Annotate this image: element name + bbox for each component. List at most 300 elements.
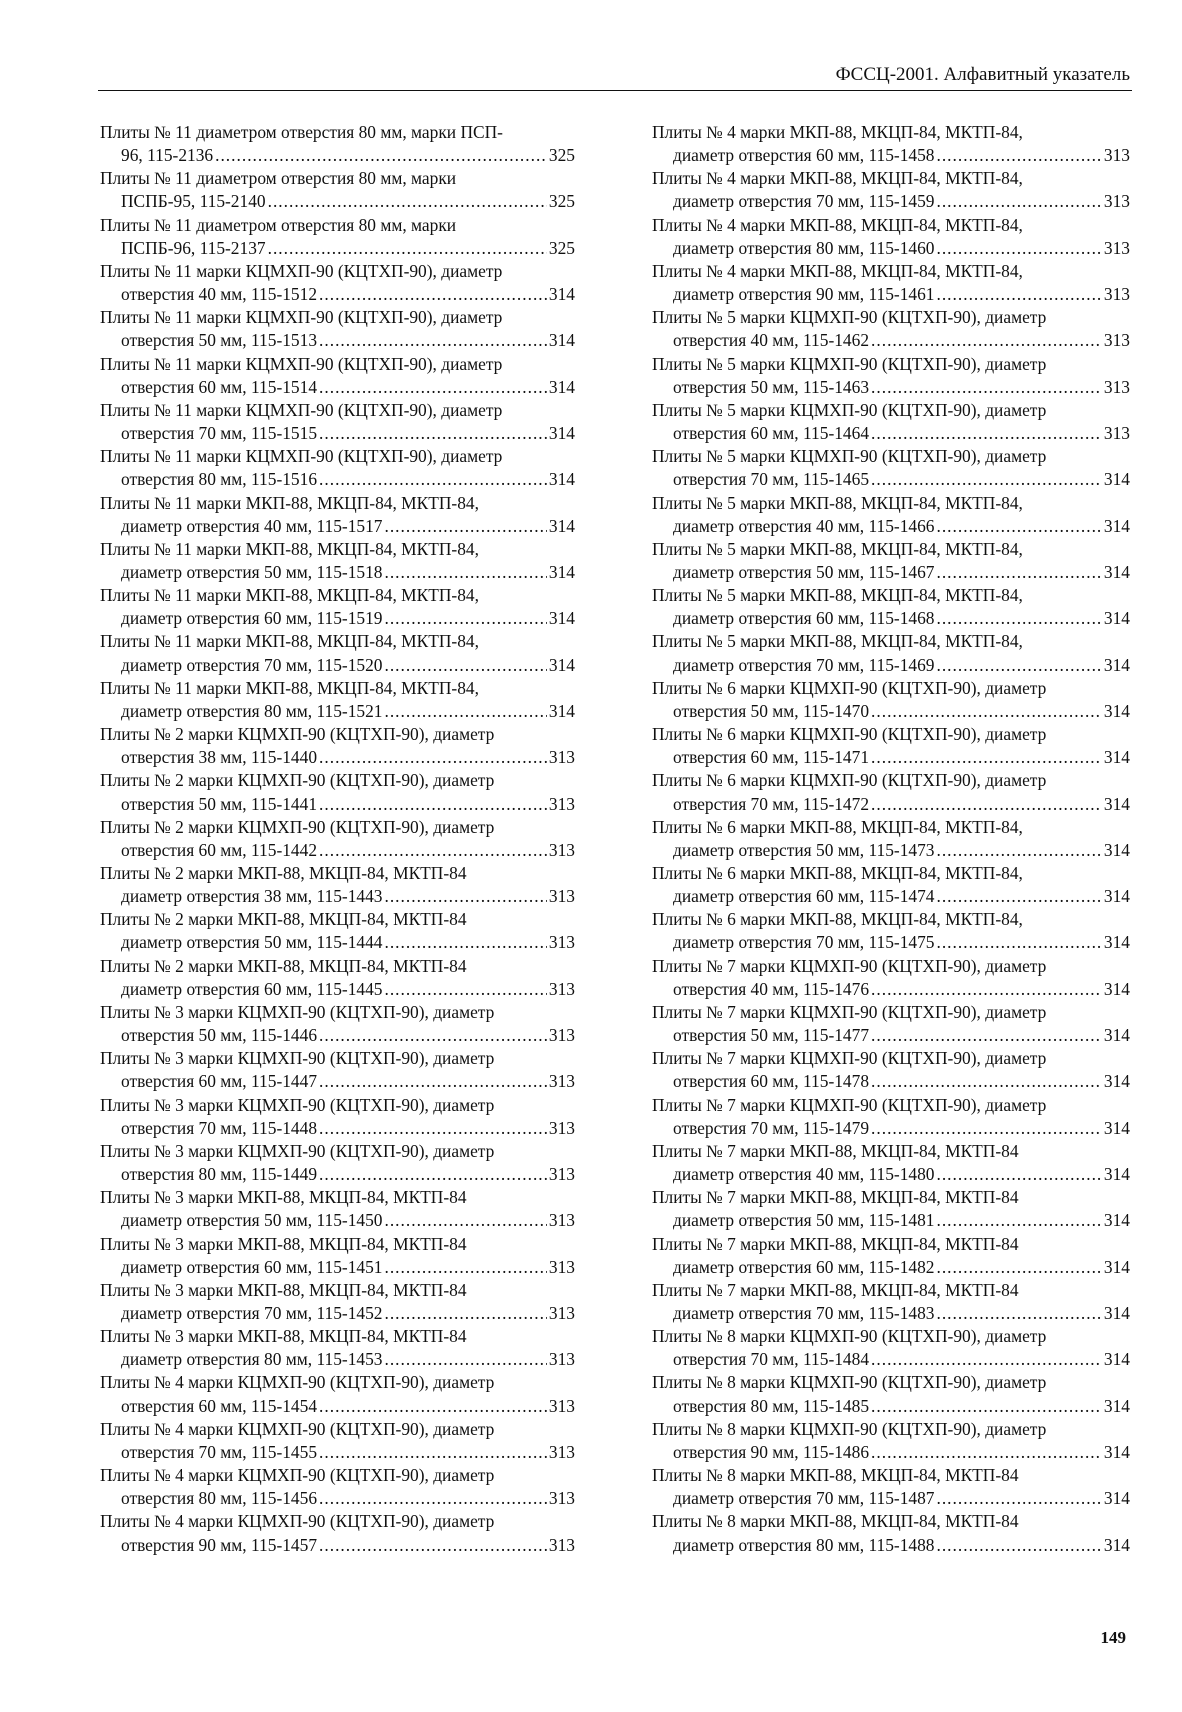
dot-leader [384, 654, 546, 677]
entry-detail: отверстия 40 мм, 115-1512 [121, 284, 318, 305]
entry-detail-line [652, 422, 1130, 445]
entry-detail: диаметр отверстия 90 мм, 115-1461 [673, 284, 935, 305]
dot-leader [319, 422, 547, 445]
entry-title: Плиты № 7 марки КЦМХП-90 (КЦТХП-90), диаметр [652, 1001, 1047, 1022]
entry-title: Плиты № 5 марки КЦМХП-90 (КЦТХП-90), диаметр [652, 446, 1047, 467]
entry-detail-line [100, 1070, 575, 1093]
entry-detail: отверстия 60 мм, 115-1514 [121, 376, 318, 397]
entry-detail: диаметр отверстия 40 мм, 115-1480 [673, 1164, 935, 1185]
entry-title: Плиты № 4 марки КЦМХП-90 (КЦТХП-90), диаметр [100, 1511, 495, 1532]
index-entry [652, 1279, 1130, 1325]
entry-page-ref: 313 [548, 1302, 575, 1323]
entry-detail: диаметр отверстия 70 мм, 115-1459 [673, 191, 935, 212]
index-entry [100, 584, 575, 630]
entry-detail: диаметр отверстия 70 мм, 115-1475 [673, 932, 935, 953]
index-entry [100, 630, 575, 676]
index-entry [652, 121, 1130, 167]
entry-detail-line [100, 237, 575, 260]
entry-detail-line [652, 283, 1130, 306]
dot-leader [936, 1209, 1101, 1232]
index-entry [652, 399, 1130, 445]
dot-leader [936, 283, 1101, 306]
entry-detail-line [652, 978, 1130, 1001]
index-entry [100, 260, 575, 306]
dot-leader [936, 561, 1101, 584]
entry-page-ref: 313 [548, 1117, 575, 1138]
entry-page-ref: 314 [548, 700, 575, 721]
entry-detail: отверстия 50 мм, 115-1446 [121, 1025, 318, 1046]
entry-detail: диаметр отверстия 50 мм, 115-1444 [121, 932, 383, 953]
entry-detail-line [652, 515, 1130, 538]
entry-title: Плиты № 8 марки КЦМХП-90 (КЦТХП-90), диаметр [652, 1372, 1047, 1393]
entry-detail-line [100, 1487, 575, 1510]
index-entry [652, 445, 1130, 491]
entry-detail-line [652, 1348, 1130, 1371]
entry-detail-line [100, 1209, 575, 1232]
entry-title: Плиты № 11 марки КЦМХП-90 (КЦТХП-90), диаметр [100, 260, 503, 281]
dot-leader [936, 1534, 1101, 1557]
entry-page-ref: 313 [548, 1164, 575, 1185]
entry-detail-line [100, 839, 575, 862]
entry-title: Плиты № 11 марки КЦМХП-90 (КЦТХП-90), диаметр [100, 307, 503, 328]
index-entry [100, 1233, 575, 1279]
entry-detail: диаметр отверстия 40 мм, 115-1466 [673, 515, 935, 536]
index-entry [100, 1418, 575, 1464]
entry-detail-line [652, 468, 1130, 491]
entry-detail-line [100, 607, 575, 630]
index-entry [652, 1233, 1130, 1279]
entry-page-ref: 314 [1103, 561, 1130, 582]
entry-title: Плиты № 11 марки МКП-88, МКЦП-84, МКТП-84, [100, 631, 479, 652]
index-entry [652, 260, 1130, 306]
dot-leader [384, 561, 546, 584]
entry-detail: отверстия 60 мм, 115-1471 [673, 747, 870, 768]
entry-title: Плиты № 11 диаметром отверстия 80 мм, марки [100, 214, 457, 235]
entry-page-ref: 313 [548, 1071, 575, 1092]
entry-page-ref: 313 [548, 932, 575, 953]
dot-leader [936, 885, 1101, 908]
entry-title: Плиты № 5 марки МКП-88, МКЦП-84, МКТП-84, [652, 492, 1023, 513]
entry-page-ref: 314 [548, 330, 575, 351]
dot-leader [319, 1441, 547, 1464]
entry-page-ref: 314 [1103, 515, 1130, 536]
entry-detail-line [652, 839, 1130, 862]
dot-leader [871, 978, 1102, 1001]
entry-title: Плиты № 3 марки КЦМХП-90 (КЦТХП-90), диаметр [100, 1001, 495, 1022]
entry-detail: отверстия 70 мм, 115-1465 [673, 469, 870, 490]
dot-leader [871, 1348, 1102, 1371]
entry-title: Плиты № 8 марки КЦМХП-90 (КЦТХП-90), диаметр [652, 1418, 1047, 1439]
dot-leader [319, 1487, 547, 1510]
dot-leader [936, 515, 1101, 538]
index-entry [652, 492, 1130, 538]
entry-detail: ПСПБ-96, 115-2137 [121, 237, 266, 258]
entry-detail: диаметр отверстия 50 мм, 115-1518 [121, 561, 383, 582]
index-entry [652, 214, 1130, 260]
entry-detail: отверстия 50 мм, 115-1477 [673, 1025, 870, 1046]
index-column-right [652, 121, 1130, 1557]
entry-title: Плиты № 2 марки МКП-88, МКЦП-84, МКТП-84 [100, 955, 467, 976]
entry-detail-line [652, 144, 1130, 167]
entry-page-ref: 313 [1103, 284, 1130, 305]
entry-title: Плиты № 5 марки КЦМХП-90 (КЦТХП-90), диаметр [652, 353, 1047, 374]
entry-page-ref: 314 [1103, 654, 1130, 675]
entry-title: Плиты № 2 марки МКП-88, МКЦП-84, МКТП-84 [100, 863, 467, 883]
index-entry [100, 306, 575, 352]
entry-detail: диаметр отверстия 70 мм, 115-1469 [673, 654, 935, 675]
entry-detail: отверстия 80 мм, 115-1485 [673, 1395, 870, 1416]
index-entry [100, 955, 575, 1001]
entry-page-ref: 313 [548, 839, 575, 860]
index-entry [100, 1140, 575, 1186]
entry-title: Плиты № 3 марки КЦМХП-90 (КЦТХП-90), диаметр [100, 1094, 495, 1115]
entry-detail-line [652, 190, 1130, 213]
index-entry [652, 908, 1130, 954]
entry-detail-line [100, 1441, 575, 1464]
entry-page-ref: 325 [548, 191, 575, 212]
entry-detail-line [652, 1024, 1130, 1047]
entry-detail-line [652, 793, 1130, 816]
entry-title: Плиты № 6 марки МКП-88, МКЦП-84, МКТП-84, [652, 863, 1023, 883]
entry-page-ref: 313 [548, 1488, 575, 1509]
entry-detail-line [100, 376, 575, 399]
entry-detail: диаметр отверстия 50 мм, 115-1450 [121, 1210, 383, 1231]
entry-detail: отверстия 60 мм, 115-1447 [121, 1071, 318, 1092]
entry-detail: ПСПБ-95, 115-2140 [121, 191, 266, 212]
index-entry [652, 353, 1130, 399]
entry-detail-line [652, 329, 1130, 352]
dot-leader [936, 237, 1101, 260]
entry-title: Плиты № 7 марки МКП-88, МКЦП-84, МКТП-84 [652, 1279, 1019, 1300]
entry-title: Плиты № 11 марки МКП-88, МКЦП-84, МКТП-84, [100, 492, 479, 513]
header-rule [98, 90, 1132, 91]
dot-leader [384, 1256, 546, 1279]
entry-detail-line [652, 931, 1130, 954]
entry-detail-line [652, 654, 1130, 677]
dot-leader [319, 1395, 547, 1418]
entry-detail-line [100, 1395, 575, 1418]
entry-detail-line [100, 1534, 575, 1557]
entry-page-ref: 325 [548, 145, 575, 166]
entry-detail: диаметр отверстия 38 мм, 115-1443 [121, 886, 383, 907]
index-entry [652, 955, 1130, 1001]
dot-leader [871, 746, 1102, 769]
entry-detail: отверстия 50 мм, 115-1441 [121, 793, 318, 814]
index-entry [100, 538, 575, 584]
dot-leader [319, 839, 547, 862]
entry-title: Плиты № 5 марки КЦМХП-90 (КЦТХП-90), диаметр [652, 399, 1047, 420]
entry-title: Плиты № 3 марки МКП-88, МКЦП-84, МКТП-84 [100, 1279, 467, 1300]
entry-detail-line [652, 1070, 1130, 1093]
dot-leader [319, 1117, 547, 1140]
dot-leader [384, 607, 546, 630]
dot-leader [871, 329, 1102, 352]
entry-page-ref: 314 [1103, 1534, 1130, 1555]
index-entry [100, 445, 575, 491]
entry-page-ref: 314 [1103, 1488, 1130, 1509]
entry-detail-line [652, 1163, 1130, 1186]
dot-leader [384, 1348, 546, 1371]
entry-page-ref: 314 [548, 469, 575, 490]
entry-detail: диаметр отверстия 70 мм, 115-1483 [673, 1302, 935, 1323]
entry-title: Плиты № 3 марки МКП-88, МКЦП-84, МКТП-84 [100, 1187, 467, 1208]
entry-title: Плиты № 4 марки КЦМХП-90 (КЦТХП-90), диаметр [100, 1465, 495, 1486]
entry-page-ref: 313 [1103, 191, 1130, 212]
entry-detail-line [100, 283, 575, 306]
entry-detail-line [652, 700, 1130, 723]
entry-page-ref: 314 [548, 561, 575, 582]
entry-detail-line [100, 190, 575, 213]
index-entry [652, 630, 1130, 676]
entry-title: Плиты № 6 марки КЦМХП-90 (КЦТХП-90), диаметр [652, 677, 1047, 698]
dot-leader [936, 190, 1101, 213]
dot-leader [871, 700, 1102, 723]
dot-leader [936, 607, 1101, 630]
entry-detail-line [652, 885, 1130, 908]
entry-detail-line [100, 468, 575, 491]
entry-detail: диаметр отверстия 60 мм, 115-1451 [121, 1256, 383, 1277]
entry-page-ref: 313 [548, 793, 575, 814]
index-entry [100, 908, 575, 954]
dot-leader [319, 468, 547, 491]
entry-page-ref: 313 [548, 1441, 575, 1462]
dot-leader [936, 1163, 1101, 1186]
entry-detail: отверстия 70 мм, 115-1484 [673, 1349, 870, 1370]
entry-title: Плиты № 11 марки МКП-88, МКЦП-84, МКТП-84, [100, 585, 479, 606]
index-entry [652, 1186, 1130, 1232]
index-entry [652, 584, 1130, 630]
page-number: 149 [1100, 1628, 1126, 1647]
entry-detail: диаметр отверстия 60 мм, 115-1482 [673, 1256, 935, 1277]
entry-detail: диаметр отверстия 80 мм, 115-1453 [121, 1349, 383, 1370]
entry-detail-line [100, 1117, 575, 1140]
entry-detail: отверстия 90 мм, 115-1486 [673, 1441, 870, 1462]
entry-page-ref: 313 [1103, 376, 1130, 397]
dot-leader [871, 793, 1102, 816]
entry-title: Плиты № 2 марки КЦМХП-90 (КЦТХП-90), диаметр [100, 816, 495, 837]
dot-leader [319, 746, 547, 769]
dot-leader [384, 885, 546, 908]
dot-leader [936, 144, 1101, 167]
entry-title: Плиты № 6 марки МКП-88, МКЦП-84, МКТП-84, [652, 909, 1023, 930]
entry-detail: диаметр отверстия 70 мм, 115-1520 [121, 654, 383, 675]
entry-detail-line [652, 237, 1130, 260]
entry-detail: отверстия 50 мм, 115-1470 [673, 700, 870, 721]
entry-title: Плиты № 2 марки МКП-88, МКЦП-84, МКТП-84 [100, 909, 467, 930]
index-entry [100, 167, 575, 213]
entry-title: Плиты № 11 марки КЦМХП-90 (КЦТХП-90), диаметр [100, 353, 503, 374]
entry-detail-line [100, 793, 575, 816]
index-entry [652, 1325, 1130, 1371]
entry-detail: отверстия 60 мм, 115-1478 [673, 1071, 870, 1092]
entry-title: Плиты № 7 марки МКП-88, МКЦП-84, МКТП-84 [652, 1140, 1019, 1161]
dot-leader [319, 1024, 547, 1047]
dot-leader [384, 515, 546, 538]
index-entry [652, 1001, 1130, 1047]
entry-detail-line [652, 1441, 1130, 1464]
dot-leader [319, 283, 547, 306]
index-entry [100, 862, 575, 908]
entry-detail-line [100, 515, 575, 538]
index-entry [652, 538, 1130, 584]
entry-detail: отверстия 50 мм, 115-1463 [673, 376, 870, 397]
entry-title: Плиты № 7 марки КЦМХП-90 (КЦТХП-90), диаметр [652, 955, 1047, 976]
entry-page-ref: 313 [548, 1025, 575, 1046]
dot-leader [319, 376, 547, 399]
entry-title: Плиты № 6 марки МКП-88, МКЦП-84, МКТП-84, [652, 816, 1023, 837]
entry-page-ref: 314 [548, 515, 575, 536]
entry-page-ref: 314 [1103, 886, 1130, 907]
entry-detail-line [652, 1534, 1130, 1557]
entry-page-ref: 314 [1103, 1210, 1130, 1231]
entry-page-ref: 314 [548, 608, 575, 629]
entry-detail: отверстия 90 мм, 115-1457 [121, 1534, 318, 1555]
entry-detail: диаметр отверстия 70 мм, 115-1487 [673, 1488, 935, 1509]
entry-page-ref: 313 [1103, 237, 1130, 258]
entry-title: Плиты № 2 марки КЦМХП-90 (КЦТХП-90), диаметр [100, 724, 495, 745]
entry-title: Плиты № 11 марки КЦМХП-90 (КЦТХП-90), диаметр [100, 399, 503, 420]
entry-detail-line [100, 654, 575, 677]
entry-title: Плиты № 5 марки МКП-88, МКЦП-84, МКТП-84, [652, 631, 1023, 652]
entry-detail-line [100, 700, 575, 723]
entry-page-ref: 313 [548, 747, 575, 768]
entry-page-ref: 314 [548, 376, 575, 397]
entry-page-ref: 313 [548, 886, 575, 907]
entry-page-ref: 314 [1103, 978, 1130, 999]
entry-page-ref: 314 [1103, 747, 1130, 768]
index-entry [100, 1094, 575, 1140]
entry-page-ref: 314 [548, 654, 575, 675]
entry-detail: отверстия 70 мм, 115-1515 [121, 423, 318, 444]
dot-leader [319, 1163, 547, 1186]
dot-leader [936, 1302, 1101, 1325]
entry-detail-line [652, 1395, 1130, 1418]
entry-detail-line [652, 1302, 1130, 1325]
entry-detail-line [100, 1302, 575, 1325]
entry-detail: отверстия 70 мм, 115-1448 [121, 1117, 318, 1138]
index-entry [100, 677, 575, 723]
entry-detail: отверстия 80 мм, 115-1449 [121, 1164, 318, 1185]
entry-detail: диаметр отверстия 60 мм, 115-1445 [121, 978, 383, 999]
entry-detail-line [100, 978, 575, 1001]
entry-detail-line [652, 1256, 1130, 1279]
entry-detail: диаметр отверстия 40 мм, 115-1517 [121, 515, 383, 536]
entry-detail-line [100, 1163, 575, 1186]
dot-leader [319, 1070, 547, 1093]
entry-title: Плиты № 8 марки МКП-88, МКЦП-84, МКТП-84 [652, 1511, 1019, 1532]
index-entry [652, 1140, 1130, 1186]
entry-title: Плиты № 7 марки КЦМХП-90 (КЦТХП-90), диаметр [652, 1048, 1047, 1069]
entry-title: Плиты № 3 марки КЦМХП-90 (КЦТХП-90), диаметр [100, 1140, 495, 1161]
index-entry [100, 723, 575, 769]
dot-leader [871, 1117, 1102, 1140]
dot-leader [268, 237, 547, 260]
index-entry [100, 399, 575, 445]
index-entry [652, 1047, 1130, 1093]
entry-detail-line [100, 422, 575, 445]
dot-leader [319, 1534, 547, 1557]
index-entry [100, 769, 575, 815]
index-entry [100, 214, 575, 260]
dot-leader [936, 654, 1101, 677]
entry-page-ref: 313 [548, 1534, 575, 1555]
dot-leader [871, 376, 1102, 399]
entry-detail: диаметр отверстия 70 мм, 115-1452 [121, 1302, 383, 1323]
index-entry [652, 306, 1130, 352]
index-entry [652, 1418, 1130, 1464]
entry-title: Плиты № 5 марки МКП-88, МКЦП-84, МКТП-84, [652, 538, 1023, 559]
entry-title: Плиты № 7 марки МКП-88, МКЦП-84, МКТП-84 [652, 1187, 1019, 1208]
entry-page-ref: 314 [1103, 1395, 1130, 1416]
entry-page-ref: 313 [548, 1395, 575, 1416]
entry-page-ref: 313 [1103, 330, 1130, 351]
entry-detail: отверстия 40 мм, 115-1462 [673, 330, 870, 351]
entry-detail-line [652, 607, 1130, 630]
index-entry [652, 862, 1130, 908]
entry-title: Плиты № 4 марки МКП-88, МКЦП-84, МКТП-84, [652, 214, 1023, 235]
entry-detail: отверстия 38 мм, 115-1440 [121, 747, 318, 768]
index-entry [652, 1094, 1130, 1140]
entry-detail: отверстия 40 мм, 115-1476 [673, 978, 870, 999]
entry-detail-line [100, 746, 575, 769]
dot-leader [384, 700, 546, 723]
index-entry [100, 1001, 575, 1047]
dot-leader [319, 329, 547, 352]
dot-leader [384, 1302, 546, 1325]
dot-leader [384, 931, 546, 954]
dot-leader [384, 1209, 546, 1232]
dot-leader [936, 1256, 1101, 1279]
entry-detail: диаметр отверстия 80 мм, 115-1521 [121, 700, 383, 721]
index-entry [652, 1510, 1130, 1556]
index-entry [100, 1047, 575, 1093]
index-entry [652, 1464, 1130, 1510]
index-entry [652, 816, 1130, 862]
entry-title: Плиты № 11 марки МКП-88, МКЦП-84, МКТП-84, [100, 677, 479, 698]
entry-page-ref: 313 [548, 978, 575, 999]
entry-detail: отверстия 70 мм, 115-1455 [121, 1441, 318, 1462]
entry-detail: отверстия 70 мм, 115-1479 [673, 1117, 870, 1138]
entry-detail: отверстия 60 мм, 115-1464 [673, 423, 870, 444]
entry-detail-line [100, 1348, 575, 1371]
entry-title: Плиты № 5 марки МКП-88, МКЦП-84, МКТП-84, [652, 585, 1023, 606]
entry-detail: диаметр отверстия 60 мм, 115-1519 [121, 608, 383, 629]
entry-detail-line [652, 1117, 1130, 1140]
entry-page-ref: 314 [1103, 1025, 1130, 1046]
dot-leader [936, 931, 1101, 954]
entry-page-ref: 314 [1103, 932, 1130, 953]
dot-leader [871, 1070, 1102, 1093]
dot-leader [215, 144, 547, 167]
entry-title: Плиты № 11 марки МКП-88, МКЦП-84, МКТП-84, [100, 538, 479, 559]
entry-detail-line [100, 561, 575, 584]
index-entry [100, 1464, 575, 1510]
entry-title: Плиты № 4 марки МКП-88, МКЦП-84, МКТП-84, [652, 122, 1023, 142]
dot-leader [871, 1395, 1102, 1418]
entry-title: Плиты № 6 марки КЦМХП-90 (КЦТХП-90), диаметр [652, 770, 1047, 791]
index-entry [100, 1279, 575, 1325]
entry-title: Плиты № 6 марки КЦМХП-90 (КЦТХП-90), диаметр [652, 724, 1047, 745]
entry-page-ref: 314 [1103, 469, 1130, 490]
index-entry [100, 492, 575, 538]
index-entry [652, 769, 1130, 815]
entry-detail-line [100, 144, 575, 167]
entry-detail-line [100, 931, 575, 954]
entry-page-ref: 314 [1103, 793, 1130, 814]
entry-page-ref: 313 [1103, 423, 1130, 444]
dot-leader [936, 839, 1101, 862]
index-entry [100, 1186, 575, 1232]
